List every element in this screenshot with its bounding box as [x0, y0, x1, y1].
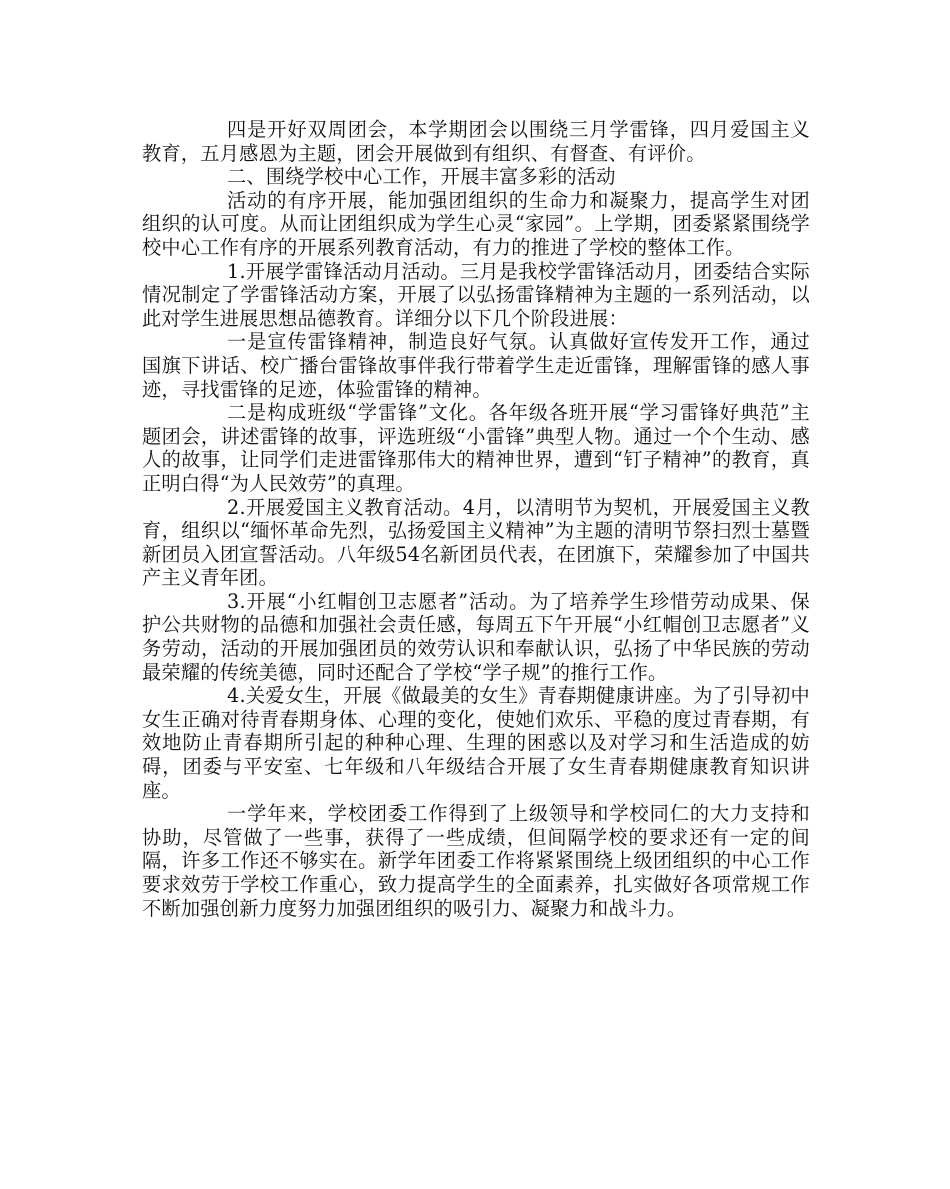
paragraph-lei-feng-month: 1.开展学雷锋活动月活动。三月是我校学雷锋活动月，团委结合实际情况制定了学雷锋活动方案，开展了以弘扬雷锋精神为主题的一系列活动，以此对学生进展思想品德教育。详细分以下几个阶段进展： — [142, 259, 810, 330]
paragraph-summary: 一学年来，学校团委工作得到了上级领导和学校同仁的大力支持和协助，尽管做了一些事，获得了一些成绩，但间隔学校的要求还有一定的间隔，许多工作还不够实在。新学年团委工作将紧紧围绕上级团组织的中心工作要求效劳于学校工作重心，致力提高学生的全面素养，扎实做好各项常规工作不断加强创新力度努力加强团组织的吸引力、凝聚力和战斗力。 — [142, 802, 810, 920]
paragraph-promote-spirit: 一是宣传雷锋精神，制造良好气氛。认真做好宣传发开工作，通过国旗下讲话、校广播台雷锋故事伴我行带着学生走近雷锋，理解雷锋的感人事迹，寻找雷锋的足迹，体验雷锋的精神。 — [142, 330, 810, 401]
paragraph-class-culture: 二是构成班级“学雷锋”文化。各年级各班开展“学习雷锋好典范”主题团会，讲述雷锋的故事，评选班级“小雷锋”典型人物。通过一个个生动、感人的故事，让同学们走进雷锋那伟大的精神世界，遭到“钉子精神”的教育，真正明白得“为人民效劳”的真理。 — [142, 401, 810, 495]
paragraph-patriotic-education: 2.开展爱国主义教育活动。4月，以清明节为契机，开展爱国主义教育，组织以“缅怀革命先烈，弘扬爱国主义精神”为主题的清明节祭扫烈士墓暨新团员入团宣誓活动。八年级54名新团员代表，在团旗下，荣耀参加了中国共产主义青年团。 — [142, 495, 810, 590]
section-heading-activities: 二、围绕学校中心工作，开展丰富多彩的活动 — [227, 165, 616, 189]
paragraph-health-lecture: 4.关爱女生，开展《做最美的女生》青春期健康讲座。为了引导初中女生正确对待青春期身体、心理的变化，使她们欢乐、平稳的度过青春期，有效地防止青春期所引起的种种心理、生理的困惑以及对学习和生活造成的妨碍，团委与平安室、七年级和八年级结合开展了女生青春期健康教育知识讲座。 — [142, 684, 810, 802]
paragraph-biweekly-meetings: 四是开好双周团会，本学期团会以围绕三月学雷锋，四月爱国主义教育，五月感恩为主题，团会开展做到有组织、有督查、有评价。 — [142, 118, 810, 165]
paragraph-activities-intro: 活动的有序开展，能加强团组织的生命力和凝聚力，提高学生对团组织的认可度。从而让团组织成为学生心灵“家园”。上学期，团委紧紧围绕学校中心工作有序的开展系列教育活动，有力的推进了学校的整体工作。 — [142, 188, 810, 259]
document-body — [142, 118, 810, 920]
paragraph-volunteer-activity: 3.开展“小红帽创卫志愿者”活动。为了培养学生珍惜劳动成果、保护公共财物的品德和加强社会责任感，每周五下午开展“小红帽创卫志愿者”义务劳动，活动的开展加强团员的效劳认识和奉献认识，弘扬了中华民族的劳动最荣耀的传统美德，同时还配合了学校“学子规”的推行工作。 — [142, 589, 810, 684]
